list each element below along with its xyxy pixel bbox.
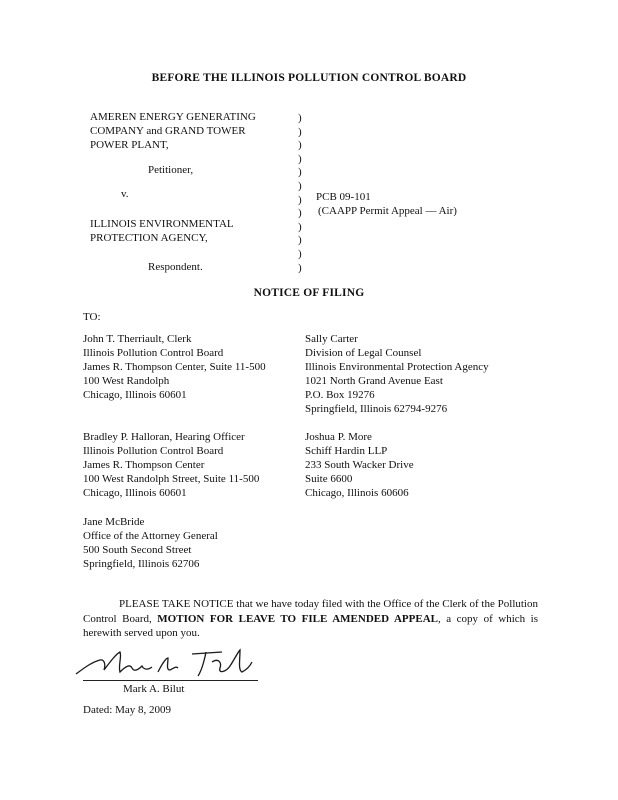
petitioner-line: POWER PLANT, bbox=[90, 139, 169, 151]
respondent-line: ILLINOIS ENVIRONMENTAL bbox=[90, 218, 234, 230]
petitioner-block bbox=[90, 110, 256, 152]
paren-mark: ) bbox=[298, 179, 302, 192]
address-line: James R. Thompson Center, Suite 11-500 bbox=[83, 361, 266, 373]
case-number: PCB 09-101 bbox=[316, 191, 371, 203]
address-line: James R. Thompson Center bbox=[83, 459, 205, 471]
paren-mark: ) bbox=[298, 112, 302, 124]
address-line: 100 West Randolph bbox=[83, 375, 170, 387]
address-line: 233 South Wacker Drive bbox=[305, 459, 414, 471]
respondent-line: PROTECTION AGENCY, bbox=[90, 232, 208, 244]
date-line: Dated: May 8, 2009 bbox=[83, 704, 171, 716]
signer-name: Mark A. Bilut bbox=[123, 683, 185, 695]
recipient-clerk bbox=[83, 332, 266, 402]
address-line: Suite 6600 bbox=[305, 473, 353, 485]
notice-title: NOTICE OF FILING bbox=[253, 287, 365, 299]
paren-mark: ) bbox=[298, 220, 302, 233]
notice-paragraph bbox=[83, 597, 538, 641]
paren-mark: ) bbox=[298, 139, 302, 152]
address-line: Office of the Attorney General bbox=[83, 530, 218, 542]
petitioner-line: COMPANY and GRAND TOWER bbox=[90, 125, 246, 137]
address-line: Springfield, Illinois 62794-9276 bbox=[305, 403, 448, 415]
recipient-attorney-general bbox=[83, 515, 218, 571]
caption-parentheses bbox=[298, 112, 308, 275]
respondent-block bbox=[90, 217, 234, 245]
address-line: 500 South Second Street bbox=[83, 544, 192, 556]
address-line: Bradley P. Halloran, Hearing Officer bbox=[83, 431, 245, 443]
address-line: Sally Carter bbox=[305, 333, 358, 345]
address-line: Illinois Pollution Control Board bbox=[83, 347, 224, 359]
handwritten-signature bbox=[70, 640, 270, 685]
recipient-schiff-hardin bbox=[305, 430, 414, 500]
notice-text-after: , a copy of which is herewith served upon you. bbox=[83, 612, 538, 639]
petitioner-role: Petitioner, bbox=[148, 164, 194, 176]
address-line: Illinois Pollution Control Board bbox=[83, 445, 224, 457]
recipient-iepa bbox=[305, 332, 489, 416]
address-line: 1021 North Grand Avenue East bbox=[305, 375, 443, 387]
case-type: (CAAPP Permit Appeal — Air) bbox=[318, 205, 457, 217]
address-line: John T. Therriault, Clerk bbox=[83, 333, 192, 345]
paren-mark: ) bbox=[298, 261, 302, 274]
to-label: TO: bbox=[83, 311, 101, 323]
address-line: Chicago, Illinois 60601 bbox=[83, 487, 187, 499]
address-line: Chicago, Illinois 60606 bbox=[305, 487, 409, 499]
address-line: Jane McBride bbox=[83, 516, 145, 528]
address-line: Chicago, Illinois 60601 bbox=[83, 389, 187, 401]
paren-mark: ) bbox=[298, 247, 302, 260]
notice-text-before: PLEASE TAKE NOTICE that we have today filed with the Office of the Clerk of the Pollution Control Board, bbox=[83, 598, 538, 625]
address-line: Illinois Environmental Protection Agency bbox=[305, 361, 489, 373]
paren-mark: ) bbox=[298, 207, 302, 220]
recipient-hearing-officer bbox=[83, 430, 259, 500]
motion-title: MOTION FOR LEAVE TO FILE AMENDED APPEAL bbox=[157, 612, 438, 625]
signature-line bbox=[83, 680, 258, 681]
address-line: Division of Legal Counsel bbox=[305, 347, 422, 359]
petitioner-line: AMEREN ENERGY GENERATING bbox=[90, 111, 256, 123]
address-line: 100 West Randolph Street, Suite 11-500 bbox=[83, 473, 260, 485]
paren-mark: ) bbox=[298, 234, 302, 247]
paren-mark: ) bbox=[298, 166, 302, 179]
court-heading: BEFORE THE ILLINOIS POLLUTION CONTROL BOARD bbox=[151, 72, 467, 84]
respondent-role: Respondent. bbox=[148, 261, 203, 273]
address-line: Schiff Hardin LLP bbox=[305, 445, 388, 457]
address-line: P.O. Box 19276 bbox=[305, 389, 375, 401]
address-line: Joshua P. More bbox=[305, 431, 372, 443]
paren-mark: ) bbox=[298, 193, 302, 206]
paren-mark: ) bbox=[298, 125, 302, 138]
address-line: Springfield, Illinois 62706 bbox=[83, 558, 200, 570]
versus-label: v. bbox=[121, 188, 129, 200]
paren-mark: ) bbox=[298, 152, 302, 165]
